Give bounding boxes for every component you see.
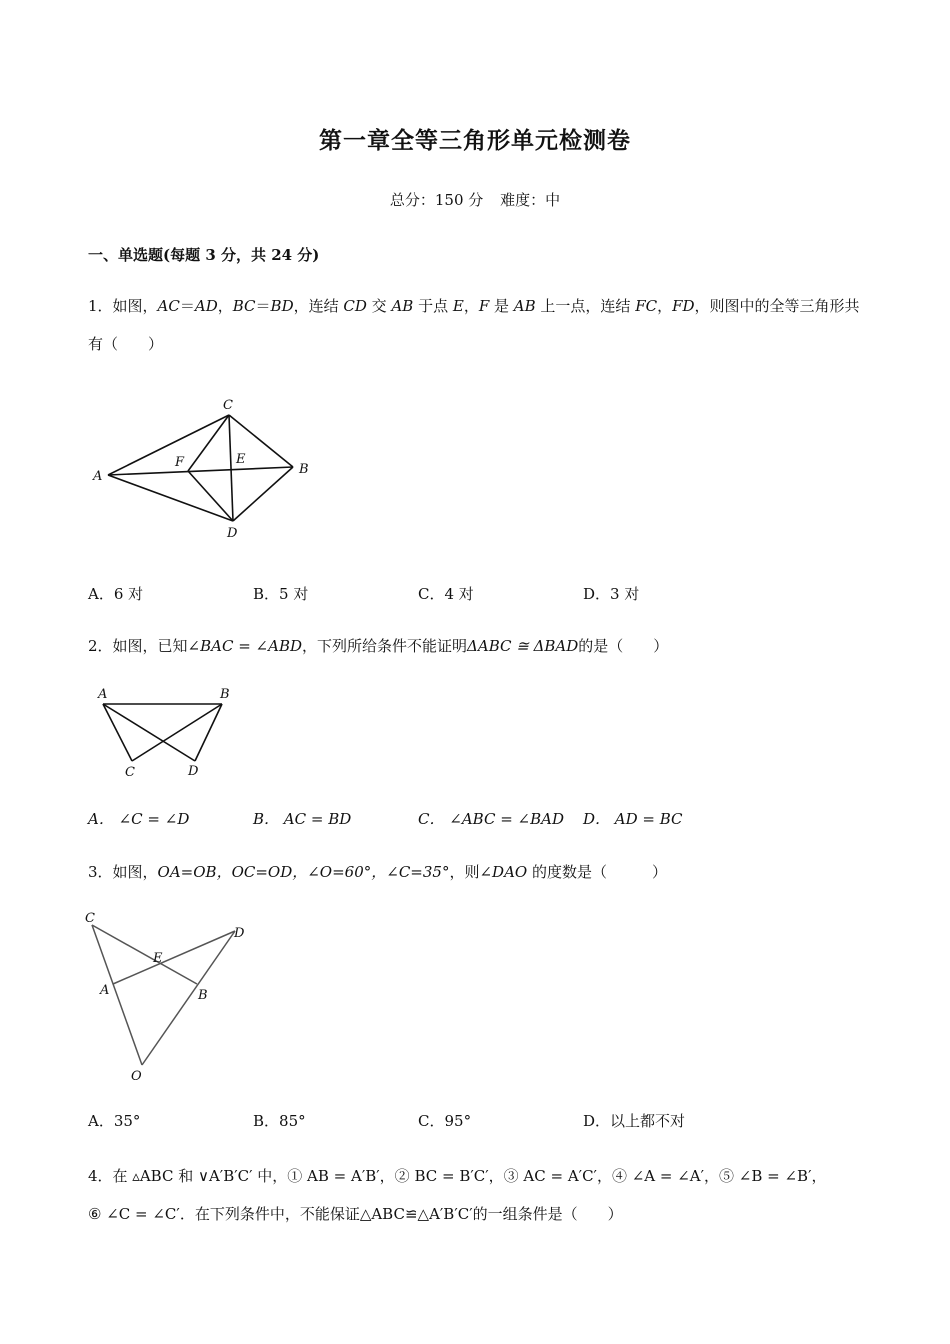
q3-option-d[interactable]: D．以上都不对 <box>583 1112 686 1130</box>
q1-text: ， <box>463 297 479 315</box>
fig1-segment-bd <box>233 467 293 521</box>
fig1-label-b: B <box>299 462 309 477</box>
q1-text: ，则图中的全等三角形共有（ ） <box>88 297 860 353</box>
q1-var: FD <box>672 297 695 315</box>
q2-option-a[interactable]: A． ∠C = ∠D <box>88 810 190 828</box>
question-2-options <box>88 808 868 832</box>
fig2-label-d: D <box>188 764 199 779</box>
fig1-segment-cd <box>229 415 233 521</box>
q2-option-d[interactable]: D． AD = BC <box>583 810 683 828</box>
q3-condition: OA=OB，OC=OD，∠O=60°，∠C=35° <box>157 863 450 881</box>
q3-text: ，则 <box>449 863 480 881</box>
q1-option-a[interactable]: A．6 对 <box>88 585 144 603</box>
q1-text: 是 <box>489 297 514 315</box>
fig3-label-b: B <box>198 988 208 1003</box>
q3-option-b[interactable]: B．85° <box>253 1112 306 1130</box>
question-3-text <box>88 853 868 891</box>
q1-var: BD <box>270 297 294 315</box>
question-1-text <box>88 287 868 363</box>
figure-2 <box>88 684 248 784</box>
q1-text: ＝ <box>255 297 271 315</box>
q1-option-d[interactable]: D．3 对 <box>583 585 640 603</box>
fig3-label-d: D <box>234 926 245 941</box>
fig3-label-c: C <box>85 911 95 926</box>
fig1-segment-fc <box>188 415 229 471</box>
q1-var: F <box>478 297 490 315</box>
question-4-line-1: 4．在 ▵ABC 和 ∨A′B′C′ 中，① AB = A′B′，② BC = B′C′，③ AC = A′C′，④ ∠A = ∠A′，⑤ ∠B = ∠B′， <box>88 1167 827 1185</box>
question-2-text <box>88 627 868 665</box>
q1-var: AC <box>157 297 180 315</box>
question-4-line-2: ⑥ ∠C = ∠C′．在下列条件中，不能保证△ABC≌△A′B′C′的一组条件是（ ） <box>88 1205 623 1223</box>
q1-var: AB <box>513 297 536 315</box>
fig1-label-d: D <box>227 526 238 541</box>
fig2-label-c: C <box>125 765 135 780</box>
q2-text: 2．如图，已知 <box>88 637 188 655</box>
fig1-segment-da <box>108 475 233 521</box>
q2-condition: ∠BAC = ∠ABD <box>187 637 303 655</box>
q1-option-b[interactable]: B．5 对 <box>253 585 309 603</box>
fig3-label-o: O <box>131 1069 142 1084</box>
total-score: 总分：150 分 <box>389 191 484 209</box>
q1-option-c[interactable]: C．4 对 <box>418 585 474 603</box>
q2-conclusion: ΔABC ≅ ΔBAD <box>467 637 579 655</box>
q1-text: 于点 <box>413 297 453 315</box>
fig1-label-f: F <box>175 455 185 470</box>
q1-var: BC <box>232 297 256 315</box>
q2-option-b[interactable]: B． AC = BD <box>253 810 352 828</box>
q1-text: ，连结 <box>293 297 344 315</box>
q1-var: CD <box>343 297 367 315</box>
q3-text: 的度数是（ ） <box>527 863 667 881</box>
fig1-label-e: E <box>236 452 246 467</box>
fig1-label-a: A <box>93 469 103 484</box>
fig3-label-a: A <box>100 983 110 998</box>
q1-var: E <box>452 297 464 315</box>
q1-var: FC <box>635 297 658 315</box>
question-3-options <box>88 1110 868 1134</box>
q1-text: ， <box>657 297 673 315</box>
question-1-options <box>88 583 868 607</box>
q1-text: 交 <box>366 297 392 315</box>
fig1-label-c: C <box>223 398 233 413</box>
q2-option-c[interactable]: C． ∠ABC = ∠BAD <box>418 810 564 828</box>
q3-target: ∠DAO <box>479 863 528 881</box>
exam-meta <box>0 189 950 210</box>
fig1-segment-ab <box>108 467 293 475</box>
q1-var: AB <box>391 297 414 315</box>
figure-1 <box>88 395 328 545</box>
fig3-label-e: E <box>153 951 163 966</box>
q1-text: 上一点，连结 <box>535 297 636 315</box>
figure-3 <box>80 905 260 1085</box>
q1-var: AD <box>194 297 218 315</box>
fig2-label-a: A <box>98 687 108 702</box>
q2-text: ，下列所给条件不能证明 <box>302 637 468 655</box>
q3-option-a[interactable]: A．35° <box>88 1112 141 1130</box>
q1-text: ， <box>217 297 233 315</box>
q3-text: 3．如图， <box>88 863 158 881</box>
q3-option-c[interactable]: C．95° <box>418 1112 472 1130</box>
section-heading: 一、单选题(每题 3 分，共 24 分) <box>88 246 320 264</box>
fig1-segment-ac <box>108 415 229 475</box>
fig2-label-b: B <box>220 687 230 702</box>
q2-text: 的是（ ） <box>578 637 669 655</box>
q1-text: ＝ <box>179 297 195 315</box>
page-title: 第一章全等三角形单元检测卷 <box>319 127 631 154</box>
q1-text: 1．如图， <box>88 297 158 315</box>
difficulty: 难度：中 <box>500 191 561 209</box>
